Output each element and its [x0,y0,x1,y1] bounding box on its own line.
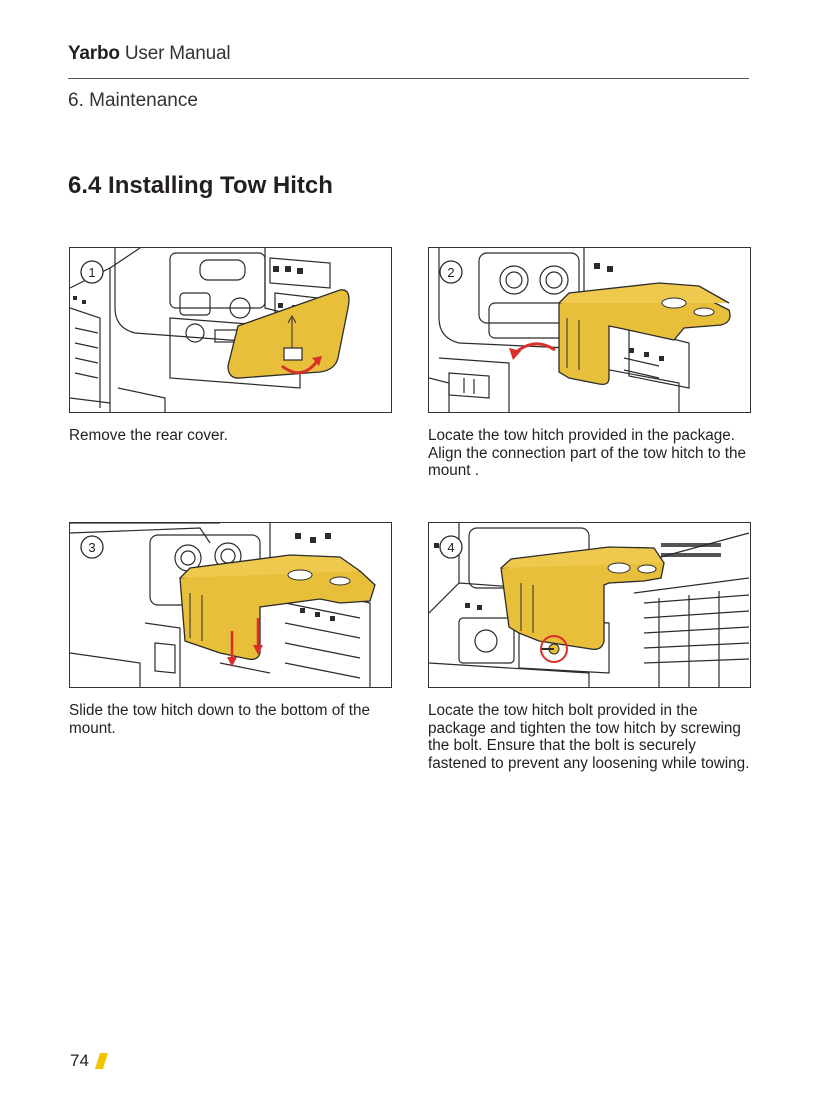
step-4-caption: Locate the tow hitch bolt provided in the package and tighten the tow hitch by screwing the bolt. Ensure that the bolt is securely fastened to prevent any loosening while towing. [428,702,750,772]
tow-hitch-shape [559,283,730,384]
step-3-illustration [69,522,392,688]
brand-name: Yarbo [68,43,120,64]
step-1-caption: Remove the rear cover. [69,427,228,444]
step-2-caption: Locate the tow hitch provided in the package. Align the connection part of the tow hitch to the mount . [428,427,747,479]
rear-cover-shape [228,290,349,378]
page-header [68,43,230,65]
step-number: 1 [88,265,96,280]
header-divider [68,78,749,79]
rear-cover-removal-drawing [70,248,391,412]
step-number: 3 [88,540,96,555]
page-number: 74 [70,1051,89,1070]
tow-hitch-align-drawing [429,248,750,412]
step-4-illustration [428,522,751,688]
tow-hitch-shape [180,555,375,659]
tow-hitch-bolt-drawing [429,523,750,687]
manual-title: User Manual [124,43,231,64]
step-2-illustration [428,247,751,413]
step-number: 2 [447,265,455,280]
tow-hitch-shape [501,547,664,649]
section-title: 6.4 Installing Tow Hitch [68,172,333,199]
chapter-label: 6. Maintenance [68,90,198,111]
step-3-caption: Slide the tow hitch down to the bottom of the mount. [69,702,371,737]
step-1-illustration [69,247,392,413]
tow-hitch-slide-drawing [70,523,391,687]
page-marker-icon [95,1053,109,1069]
step-number: 4 [447,540,455,555]
